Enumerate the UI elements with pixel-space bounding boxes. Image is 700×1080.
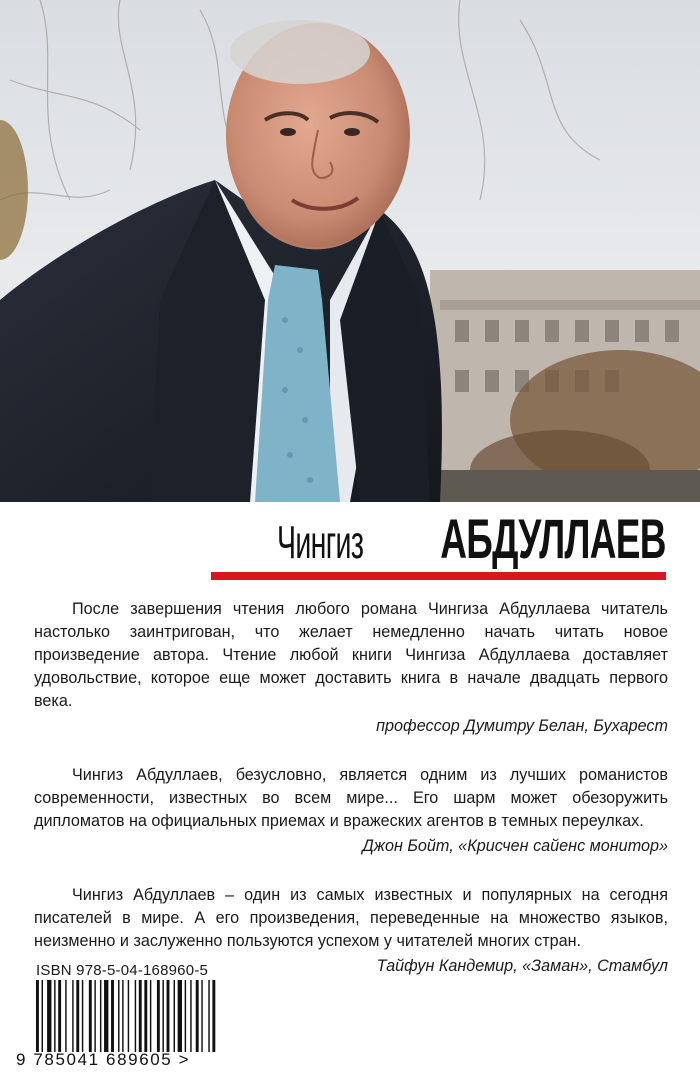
review-quote-1 <box>34 598 668 738</box>
barcode-digits: 9 785041 689605 > <box>16 1050 191 1069</box>
quote-text: Чингиз Абдуллаев, безусловно, является одним из лучших романистов современности, известных во всем мире... Его шарм может обезоружить дипломатов на официальных приемах и вражеских агентов в темных переулках. <box>34 766 668 830</box>
review-quote-2 <box>34 764 668 858</box>
review-quotes <box>34 598 668 978</box>
quote-source: Тайфун Кандемир, «Заман», Стамбул <box>376 957 668 975</box>
isbn-label: ISBN 978-5-04-168960-5 <box>36 962 209 979</box>
quote-source: Джон Бойт, «Крисчен сайенс монитор» <box>362 837 668 855</box>
title-divider <box>211 572 666 580</box>
barcode <box>36 980 232 1052</box>
author-portrait-image <box>0 0 700 502</box>
quote-text: После завершения чтения любого романа Чингиза Абдуллаева читатель настолько заинтригован, что желает немедленно начать читать новое произведение автора. Чтение любой книги Чингиза Абдуллаева доставляет удовольствие, которое еще может доставить книга в начале двадцать первого века. <box>34 600 668 710</box>
quote-source: профессор Думитру Белан, Бухарест <box>376 717 668 735</box>
author-first-name: Чингиз <box>277 516 364 568</box>
author-photo <box>0 0 700 502</box>
author-last-name: АБДУЛЛАЕВ <box>440 507 666 570</box>
author-name <box>0 506 666 571</box>
quote-text: Чингиз Абдуллаев – один из самых известных и популярных на сегодня писателей в мире. А его произведения, переведенные на множество языков, неизменно и заслуженно пользуются успехом у читателей многих стран. <box>34 886 668 950</box>
